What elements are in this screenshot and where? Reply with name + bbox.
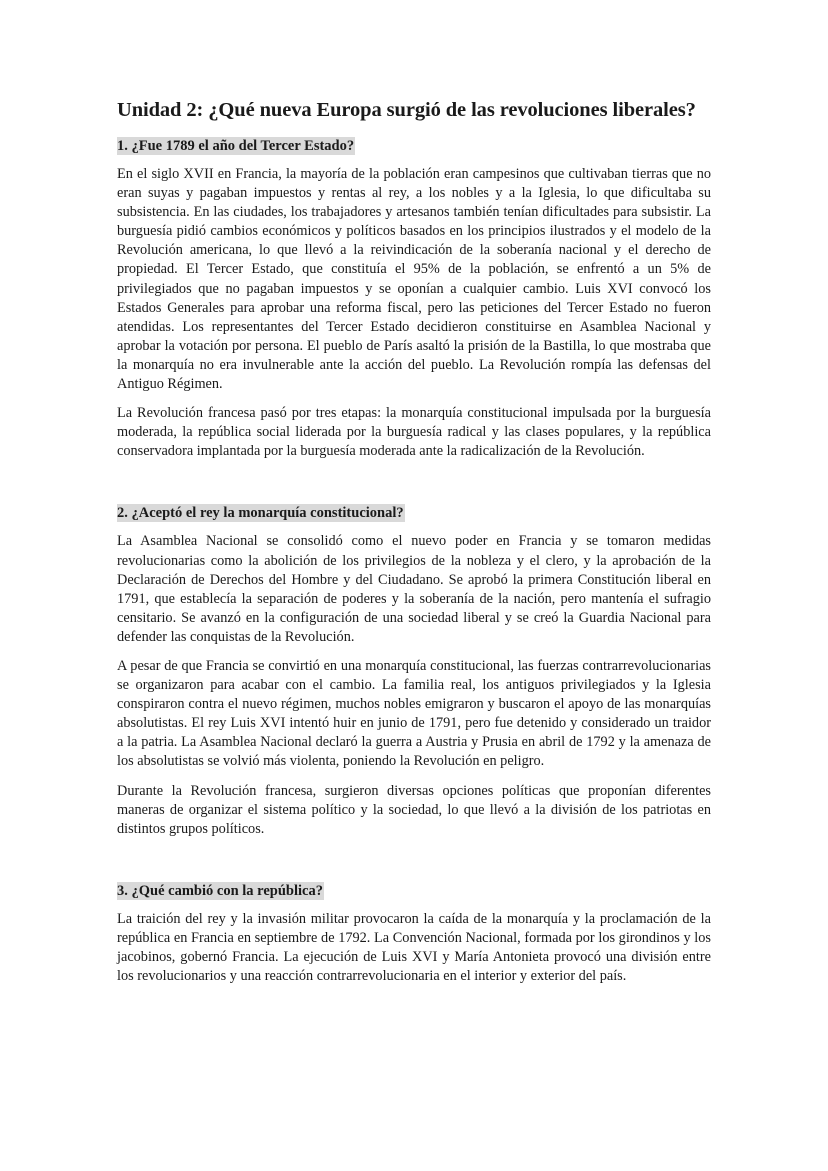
paragraph: La Revolución francesa pasó por tres etapas: la monarquía constitucional impulsada por la burguesía moderada, la república social liderada por la burguesía radical y las clases populares, y la república conservadora implantada por la burguesía moderada ante la radicalización de la Revolución. [117,405,711,460]
section-heading [117,501,711,523]
section-heading-text: 1. ¿Fue 1789 el año del Tercer Estado? [117,138,355,154]
section-heading-text: 3. ¿Qué cambió con la república? [117,882,323,899]
section-heading-text: 2. ¿Aceptó el rey la monarquía constitucional? [117,505,404,522]
section-1 [117,134,711,461]
section-3 [117,879,711,986]
section-spacer [117,849,711,879]
document-page [117,96,711,996]
paragraph: La traición del rey y la invasión militar provocaron la caída de la monarquía y la proclamación de la república en Francia en septiembre de 1792. La Convención Nacional, formada por los girondinos y los jacobinos, gobernó Francia. La ejecución de Luis XVI y María Antonieta provocó una división entre los revolucionarios y una reacción contrarrevolucionaria en el interior y exterior del país. [117,910,711,985]
paragraph: La Asamblea Nacional se consolidó como el nuevo poder en Francia y se tomaron medidas revolucionarias como la abolición de los privilegios de la nobleza y el clero, y la aprobación de la Declaración de Derechos del Hombre y del Ciudadano. Se aprobó la primera Constitución liberal en 1791, que establecía la separación de poderes y la soberanía de la nación, pero mantenía el sufragio censitario. Se avanzó en la configuración de una sociedad liberal y se creó la Guardia Nacional para defender las conquistas de la Revolución. [117,533,711,645]
paragraph: A pesar de que Francia se convirtió en una monarquía constitucional, las fuerzas contrarrevolucionarias se organizaron para acabar con el cambio. La familia real, los antiguos privilegiados y la Iglesia conspiraron contra el nuevo régimen, muchos nobles emigraron y buscaron el apoyo de las monarquías absolutistas. El rey Luis XVI intentó huir en junio de 1791, pero fue detenido y considerado un traidor a la patria. La Asamblea Nacional declaró la guerra a Austria y Prusia en abril de 1792 y la amenaza de los absolutistas se volvió más violenta, poniendo la Revolución en peligro. [117,657,711,770]
section-2 [117,501,711,838]
paragraph: En el siglo XVII en Francia, la mayoría de la población eran campesinos que cultivaban tierras que no eran suyas y pagaban impuestos y rentas al rey, a los nobles y a la Iglesia, lo que dificultaba su subsistencia. En las ciudades, los trabajadores y artesanos también tenían dificultades para subsistir. La burguesía pidió cambios económicos y políticos basados en los principios ilustrados y el modelo de la Revolución americana, lo que llevó a la reivindicación de la soberanía nacional y el derecho de propiedad. El Tercer Estado, que constituía el 95% de la población, se enfrentó a un 5% de privilegiados que no pagaban impuestos y se oponían a cualquier cambio. Luis XVI convocó los Estados Generales para aprobar una reforma fiscal, pero las peticiones del Tercer Estado no fueron atendidas. Los representantes del Tercer Estado decidieron constituirse en Asamblea Nacional y aprobar la votación por persona. El pueblo de París asaltó la prisión de la Bastilla, lo que mostraba que la monarquía no era invulnerable ante la acción del pueblo. La Revolución rompía las defensas del Antiguo Régimen. [117,166,711,393]
section-spacer [117,471,711,501]
section-heading [117,134,711,156]
page-title: Unidad 2: ¿Qué nueva Europa surgió de las revoluciones liberales? [117,99,696,121]
paragraph: Durante la Revolución francesa, surgieron diversas opciones políticas que proponían diferentes maneras de organizar el sistema político y la sociedad, lo que llevó a la división de los patriotas en distintos grupos políticos. [117,782,711,837]
section-heading [117,879,711,901]
